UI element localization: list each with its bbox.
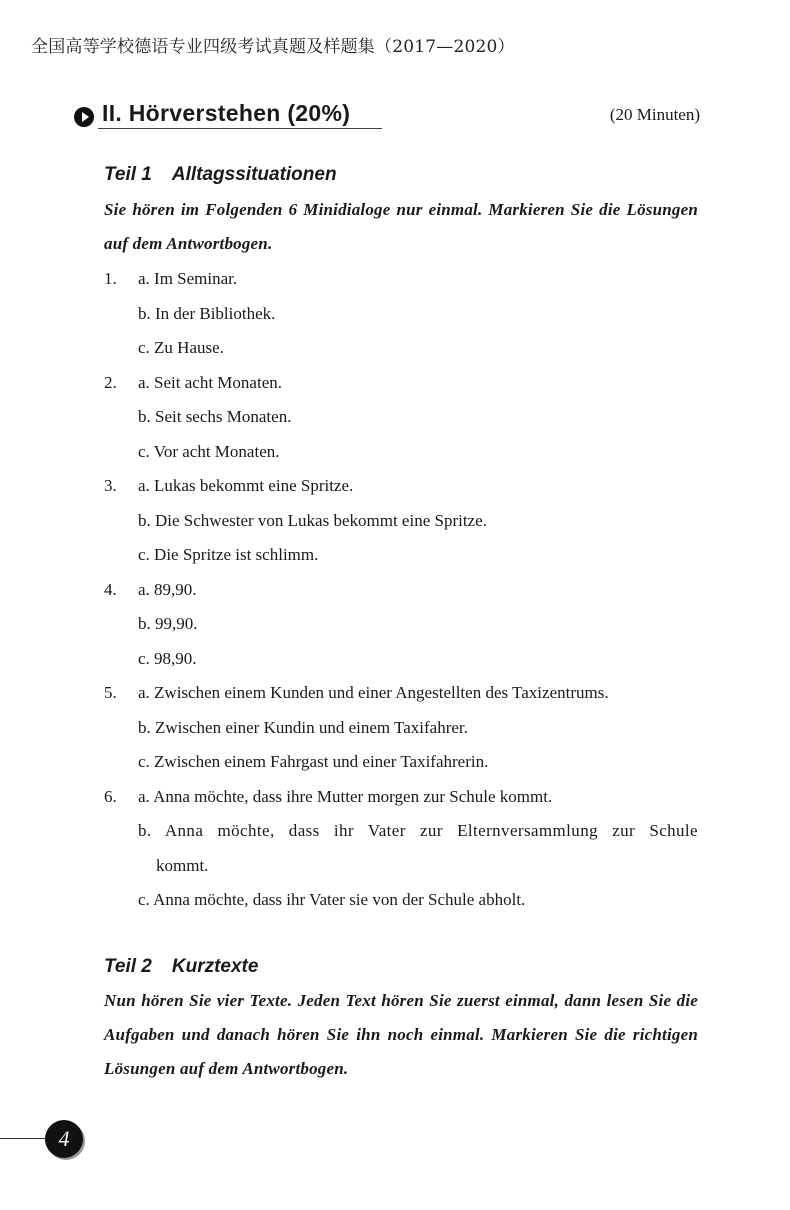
option-label: Vor acht Monaten. <box>153 441 280 461</box>
option-label: Seit sechs Monaten. <box>155 407 292 426</box>
teil2-instruction: Nun hören Sie vier Texte. Jeden Text hören Sie zuerst einmal, dann lesen Sie die Aufgaben und danach hören Sie ihn noch einmal. Markieren Sie die richtigen Lösungen auf dem Antwortbogen. <box>104 991 698 1078</box>
question-1-option-b[interactable] <box>104 297 704 332</box>
question-2 <box>104 366 704 470</box>
play-icon[interactable] <box>74 107 94 127</box>
option-letter: b. <box>138 614 151 633</box>
question-5 <box>104 676 704 780</box>
question-number: 4. <box>104 579 117 599</box>
question-4-option-b[interactable] <box>104 607 704 642</box>
option-letter: b. <box>138 510 151 530</box>
section-title-underline <box>98 128 382 129</box>
option-label: Lukas bekommt eine Spritze. <box>154 476 354 495</box>
question-6-option-c[interactable] <box>104 883 704 918</box>
option-label-continued: kommt. <box>156 855 209 875</box>
option-letter: a. <box>138 683 150 702</box>
option-text <box>138 573 197 608</box>
question-3-option-c[interactable] <box>104 538 704 573</box>
option-text <box>138 366 282 401</box>
teil2-heading <box>104 956 258 978</box>
option-label: Die Spritze ist schlimm. <box>154 545 319 564</box>
question-4-option-a[interactable] <box>104 573 704 608</box>
option-label: 98,90. <box>154 648 197 668</box>
question-2-option-a[interactable] <box>104 366 704 401</box>
question-3-option-a[interactable] <box>104 469 704 504</box>
option-letter: c. <box>138 441 150 461</box>
option-letter: a. <box>138 372 150 392</box>
page-number: 4 <box>45 1120 83 1158</box>
option-label: In der Bibliothek. <box>155 303 276 323</box>
question-number: 6. <box>104 786 117 806</box>
option-text <box>138 676 609 711</box>
question-4 <box>104 573 704 677</box>
option-label: Zwischen einem Fahrgast und einer Taxifahrerin. <box>154 752 489 771</box>
option-label: Anna möchte, dass ihr Vater sie von der Schule abholt. <box>153 890 526 909</box>
option-letter: a. <box>138 579 150 599</box>
option-label: Zwischen einer Kundin und einem Taxifahrer. <box>155 717 468 737</box>
option-text <box>138 538 318 573</box>
option-letter: b. <box>138 821 152 840</box>
option-text <box>138 883 525 918</box>
option-letter: b. <box>138 303 151 323</box>
question-2-option-c[interactable] <box>104 435 704 470</box>
teil2-label: Teil 2 <box>104 956 152 977</box>
option-text <box>138 400 291 435</box>
option-letter: b. <box>138 717 151 737</box>
question-6-option-a[interactable] <box>104 780 704 815</box>
option-label: 99,90. <box>155 614 198 633</box>
option-text <box>138 504 487 539</box>
option-letter: a. <box>138 476 150 495</box>
option-text <box>138 780 552 815</box>
option-text <box>138 435 280 470</box>
section-header <box>72 100 702 132</box>
option-text <box>138 642 197 677</box>
question-3-option-b[interactable] <box>104 504 704 539</box>
option-letter: c. <box>138 752 150 771</box>
option-letter: a. <box>138 786 150 806</box>
question-number: 5. <box>104 683 117 702</box>
option-letter: c. <box>138 648 150 668</box>
question-number: 3. <box>104 476 117 495</box>
running-header: 全国高等学校德语专业四级考试真题及样题集（2017—2020） <box>31 37 515 57</box>
option-text <box>138 711 468 746</box>
section-time: (20 Minuten) <box>609 105 700 124</box>
question-1 <box>104 262 704 366</box>
teil1-instruction: Sie hören im Folgenden 6 Minidialoge nur einmal. Markieren Sie die Lösungen auf dem Antwortbogen. <box>104 200 698 253</box>
question-5-option-c[interactable] <box>104 745 704 780</box>
option-text <box>138 262 237 297</box>
question-list <box>104 262 704 918</box>
question-6-option-b[interactable] <box>104 814 704 883</box>
question-2-option-b[interactable] <box>104 400 704 435</box>
option-label: Im Seminar. <box>154 269 238 288</box>
question-3 <box>104 469 704 573</box>
option-letter: b. <box>138 407 151 426</box>
option-text <box>138 331 224 366</box>
teil1-name: Alltagssituationen <box>171 164 337 185</box>
option-text <box>138 297 275 332</box>
question-number: 1. <box>104 269 117 288</box>
teil1-heading <box>104 164 337 186</box>
question-6 <box>104 780 704 918</box>
option-label: 89,90. <box>154 579 197 599</box>
teil2-name: Kurztexte <box>171 956 259 977</box>
question-5-option-a[interactable] <box>104 676 704 711</box>
option-text <box>138 607 198 642</box>
section-title: II. Hörverstehen (20%) <box>102 100 351 126</box>
option-letter: c. <box>138 545 150 564</box>
option-label: Die Schwester von Lukas bekommt eine Spritze. <box>155 510 487 530</box>
option-text <box>138 745 488 780</box>
option-label: Anna möchte, dass ihre Mutter morgen zur Schule kommt. <box>153 786 553 806</box>
question-4-option-c[interactable] <box>104 642 704 677</box>
option-label: Zwischen einem Kunden und einer Angestellten des Taxizentrums. <box>154 683 609 702</box>
option-label: Seit acht Monaten. <box>154 372 282 392</box>
option-letter: a. <box>138 269 150 288</box>
question-number: 2. <box>104 372 117 392</box>
question-1-option-a[interactable] <box>104 262 704 297</box>
option-text <box>138 814 698 849</box>
teil1-label: Teil 1 <box>104 164 152 185</box>
option-label: Zu Hause. <box>154 338 224 357</box>
question-5-option-b[interactable] <box>104 711 704 746</box>
question-1-option-c[interactable] <box>104 331 704 366</box>
option-letter: c. <box>138 338 150 357</box>
option-label: Anna möchte, dass ihr Vater zur Elternversammlung zur Schule <box>164 821 699 840</box>
option-letter: c. <box>138 890 150 909</box>
option-text <box>138 469 353 504</box>
